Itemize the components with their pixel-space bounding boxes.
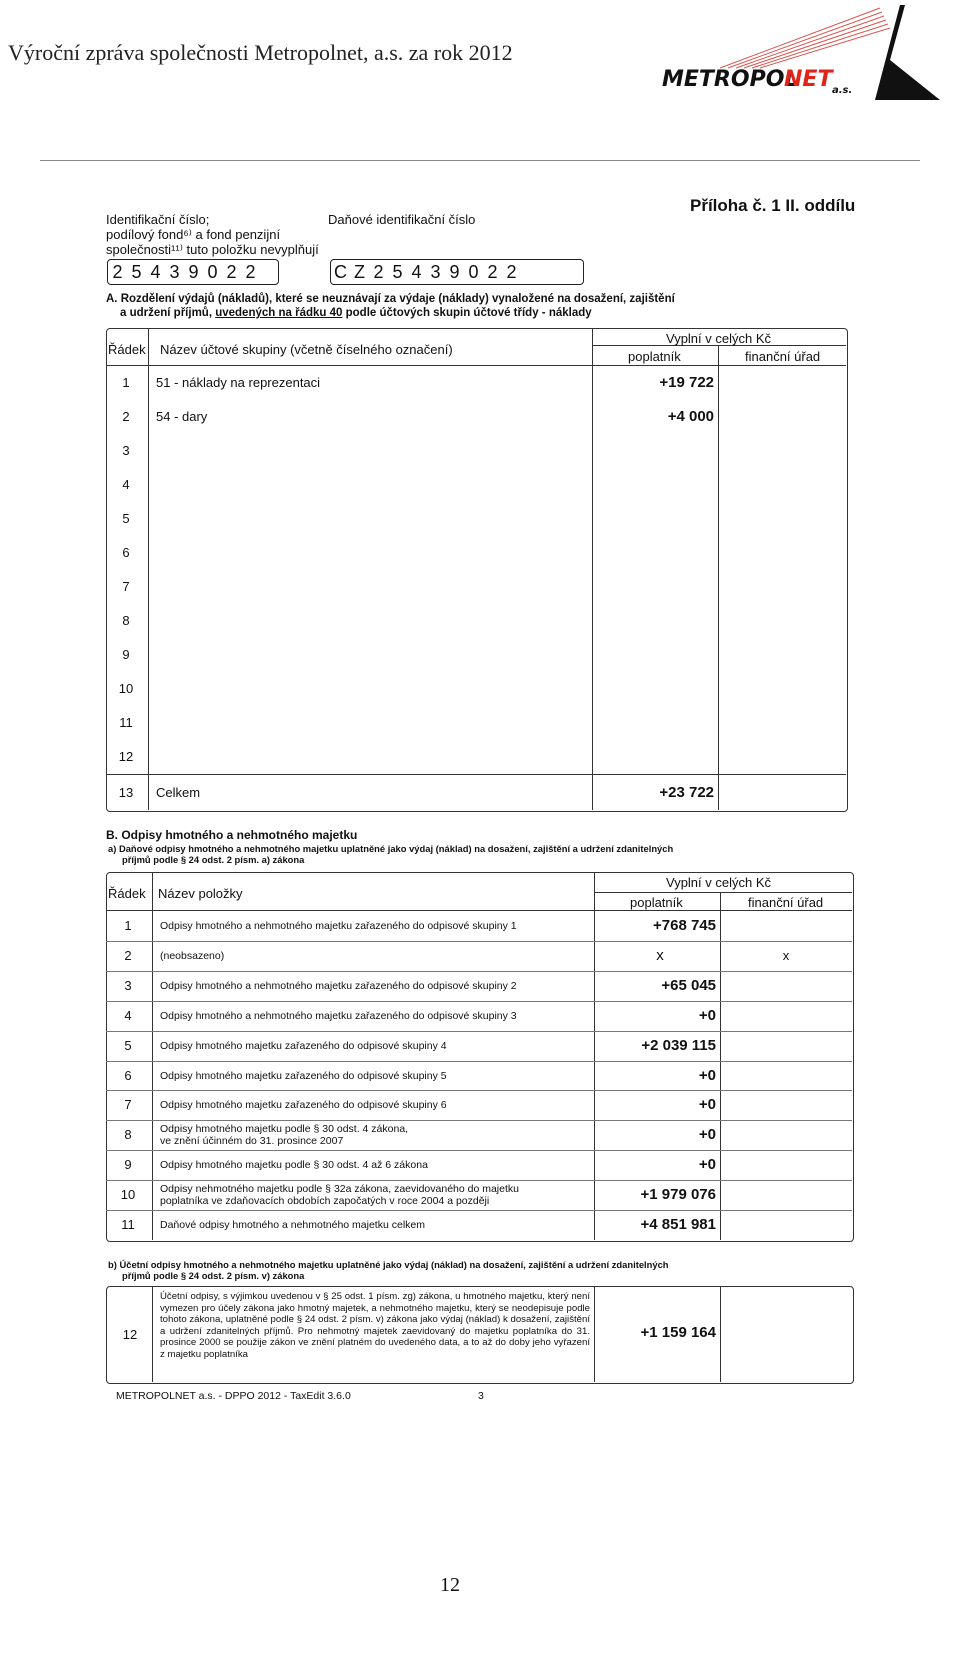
digit: 0 [468,261,479,282]
row-name-line2: ve znění účinném do 31. prosince 2007 [160,1135,344,1148]
row-number: 1 [124,917,132,933]
metropolnet-logo [662,0,950,100]
row-name [160,1183,590,1207]
row-name-line1: Odpisy hmotného majetku podle § 30 odst. 4 zákona, [160,1123,409,1136]
id-label-line2: podílový fond⁶⁾ a fond penzijní [106,227,281,242]
row-name [160,1010,590,1022]
header-divider [40,160,920,161]
row12-description: Účetní odpisy, s výjimkou uvedenou v § 25 odst. 1 písm. zg) zákona, u hmotného majetku, který není vymezen pro účely zákona jako hmotný majetek, a nehmotného majetku, který se neodepisuje podle tohoto zákona, uplatněné podle § 24 odst. 2 písm. v) zákona jako výdaj (náklad) k dosažení, zajištění a udržení zdanitelných příjmů. Pro nehmotný majetek zaevidovaný do majetku poplatníka do 31. prosince 2000 se použije zákon ve znění platném do uvedeného data, a to až do doby jeho vyřazení z majetku poplatníka [160,1291,590,1360]
row-divider [106,1001,852,1002]
col-radek-header: Řádek [108,342,146,357]
digit: 2 [245,261,256,282]
section-b-sub-a-line2: příjmů podle § 24 odst. 2 písm. a) zákona [122,854,305,865]
row-urad: x [782,947,790,963]
digit: 5 [131,261,142,282]
digit: 2 [112,261,123,282]
b-col-nazev-header: Název položky [158,886,243,901]
section-b-sub-a-line1: a) Daňové odpisy hmotného a nehmotného majetku uplatněné jako výdaj (náklad) na dosažení, zajištění a udržení zdanitelných [108,843,674,854]
row-name-line1: (neobsazeno) [160,949,225,962]
row-name-line1: Odpisy hmotného a nehmotného majetku zařazeného do odpisové skupiny 3 [160,1009,517,1022]
b-col-vyplni-header: Vyplní v celých Kč [666,875,772,890]
row-value: +2 039 115 [641,1036,716,1054]
row-number: 3 [122,443,130,458]
row-number: 6 [122,545,130,560]
id-label [106,212,319,257]
row-value: +19 722 [659,374,714,391]
row-number: 9 [124,1157,132,1173]
col-nazev-header: Název účtové skupiny (včetně číselného označení) [160,342,453,357]
row-name-line1: Odpisy hmotného majetku zařazeného do odpisové skupiny 4 [160,1039,447,1052]
digit: 3 [169,261,180,282]
row-value: +4 851 981 [640,1216,716,1234]
row-value: +4 000 [667,408,714,425]
ico-box [107,259,279,285]
row-number: 5 [124,1037,132,1053]
row-number: 5 [122,511,130,526]
digit: 9 [449,261,460,282]
row-number: 3 [124,977,132,993]
row-number: 9 [122,647,130,662]
row-value: +0 [698,1126,716,1144]
digit: 5 [392,261,403,282]
row-name [160,1159,590,1171]
row-number: 7 [124,1097,132,1113]
row-name-line2: poplatníka ve zdaňovacích obdobích započatých v roce 2004 a později [160,1195,490,1208]
row-name: 51 - náklady na reprezentaci [156,375,321,390]
svg-text:a.s.: a.s. [832,85,853,96]
row-value: +0 [698,1096,716,1114]
digit: 2 [506,261,517,282]
row-number: 11 [121,1217,135,1233]
id-label-line1: Identifikační číslo; [106,212,210,227]
row-divider [106,1120,852,1121]
row-divider [106,1061,852,1062]
digit: Z [354,261,365,282]
col-poplatnik-header: poplatník [628,349,681,364]
digit: 3 [430,261,441,282]
digit: 4 [150,261,161,282]
row-value: +0 [698,1006,716,1024]
digit: C [334,261,347,282]
row-number: 12 [118,749,134,764]
row-name: Celkem [156,784,201,800]
id-label-line3: společnosti¹¹⁾ tuto položku nevyplňují [106,242,319,257]
b-col-urad-header: finanční úřad [748,895,824,910]
digit: 9 [188,261,199,282]
row-value: +0 [698,1156,716,1174]
footer-form-page: 3 [478,1390,484,1402]
section-a-title-line2: a udržení příjmů, uvedených na řádku 40 podle účtových skupin účtové třídy - náklady [120,307,592,319]
row-number: 11 [119,715,133,730]
row12-value: +1 159 164 [640,1324,716,1341]
dic-box [330,259,584,285]
section-a-table [106,328,848,812]
row-number: 4 [122,477,130,492]
col-urad-header: finanční úřad [745,349,821,364]
row-value: +1 979 076 [640,1186,716,1204]
row-name [160,1070,590,1082]
row-value: x [656,946,664,964]
row-name-line1: Odpisy hmotného a nehmotného majetku zařazeného do odpisové skupiny 2 [160,979,517,992]
priloha-label: Příloha č. 1 II. oddílu [690,196,856,215]
row-number: 1 [122,375,130,390]
row-divider [106,1180,852,1181]
digit: 2 [373,261,384,282]
section-b-sub-a [108,843,848,865]
row-name [160,1123,590,1147]
row-name [160,980,590,992]
footer-software: METROPOLNET a.s. - DPPO 2012 - TaxEdit 3.6.0 [116,1390,351,1402]
row-name-line1: Odpisy hmotného majetku zařazeného do odpisové skupiny 5 [160,1069,447,1082]
row-value: +768 745 [653,916,716,934]
row-number: 8 [122,613,130,628]
row-name-line1: Daňové odpisy hmotného a nehmotného majetku celkem [160,1219,425,1232]
row-number: 6 [124,1067,132,1083]
col-vyplni-header: Vyplní v celých Kč [666,331,772,346]
digit: 2 [226,261,237,282]
digit: 2 [487,261,498,282]
row-name-line1: Odpisy hmotného majetku zařazeného do odpisové skupiny 6 [160,1099,447,1112]
row-divider [106,1090,852,1091]
section-b-sub-b [108,1259,848,1281]
digit: 4 [411,261,422,282]
row-name [160,1219,590,1231]
row-divider [106,971,852,972]
row-name [160,1099,590,1111]
row-number: 7 [122,579,130,594]
report-title: Výroční zpráva společnosti Metropolnet, a.s. za rok 2012 [8,40,513,65]
row-name [160,920,590,932]
row-number: 10 [120,1187,136,1203]
section-a-title-line1: A. Rozdělení výdajů (nákladů), které se neuznávají za výdaje (náklady) vynaložené na dosažení, zajištění [106,293,675,305]
digit: 0 [207,261,218,282]
row-divider [106,941,852,942]
page-number: 12 [440,1574,460,1596]
row-name: 54 - dary [156,409,208,424]
section-a-title [106,292,846,320]
row12-number: 12 [122,1327,138,1342]
svg-text:METROPOL: METROPOL [662,67,799,92]
row-name-line1: Odpisy hmotného majetku podle § 30 odst. 4 až 6 zákona [160,1159,428,1172]
row-number: 13 [118,784,134,800]
row-number: 8 [124,1127,132,1143]
row-name-line1: Odpisy nehmotného majetku podle § 32a zákona, zaevidovaného do majetku [160,1183,519,1196]
row-name [160,950,590,962]
section-b-title: B. Odpisy hmotného a nehmotného majetku [106,828,358,842]
section-b-sub-b-line1: b) Účetní odpisy hmotného a nehmotného majetku uplatněné jako výdaj (náklad) na dosažení, zajištění a udržení zdanitelných [108,1259,669,1270]
row-value: +0 [698,1066,716,1084]
b-col-radek-header: Řádek [108,886,146,901]
row-divider [106,1210,852,1211]
row-divider [106,1031,852,1032]
row-number: 4 [124,1007,132,1023]
dic-label: Daňové identifikační číslo [328,212,476,227]
b-col-poplatnik-header: poplatník [630,895,683,910]
section-b-sub-b-line2: příjmů podle § 24 odst. 2 písm. v) zákona [122,1270,305,1281]
row-value: +65 045 [661,976,716,994]
row-value: +23 722 [659,783,714,801]
row-number: 10 [118,681,134,696]
svg-text:NET: NET [784,67,833,92]
row-number: 2 [124,947,132,963]
row-number: 2 [122,409,130,424]
row-name-line1: Odpisy hmotného a nehmotného majetku zařazeného do odpisové skupiny 1 [160,919,517,932]
row-name [160,1040,590,1052]
row-divider [106,1150,852,1151]
